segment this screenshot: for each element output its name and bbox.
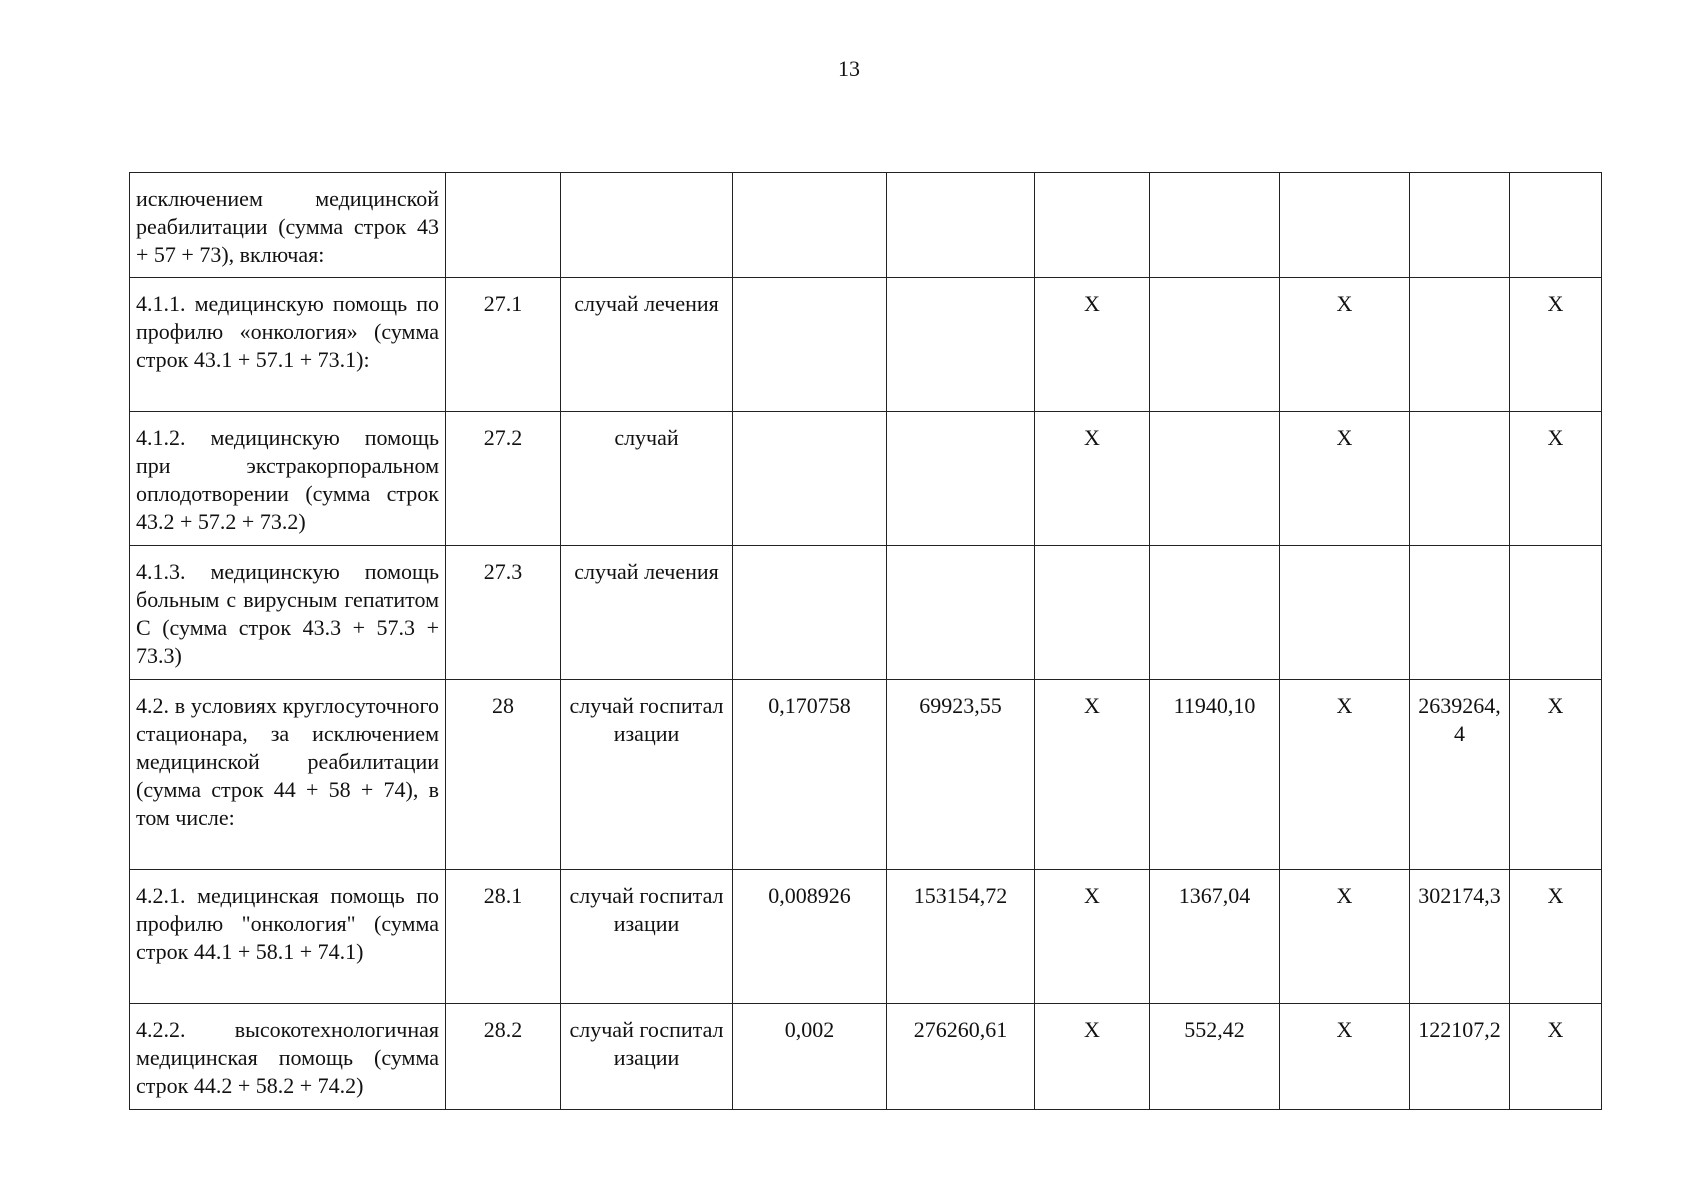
row-cell: Х <box>1035 278 1150 412</box>
row-cell: Х <box>1510 680 1602 870</box>
row-description: 4.1.3. медицинскую помощь больным с вирусным гепатитом С (сумма строк 43.3 + 57.3 + 73.3) <box>130 546 446 680</box>
row-cell <box>887 412 1035 546</box>
row-line-number: 27.1 <box>446 278 561 412</box>
row-cell <box>1035 173 1150 278</box>
row-cell <box>1035 546 1150 680</box>
row-cell: 276260,61 <box>887 1004 1035 1110</box>
row-cell: 1367,04 <box>1150 870 1280 1004</box>
row-cell <box>1410 412 1510 546</box>
row-cell: Х <box>1510 1004 1602 1110</box>
row-cell: Х <box>1280 870 1410 1004</box>
row-unit: случай госпитализации <box>561 680 733 870</box>
row-cell <box>733 278 887 412</box>
row-cell: Х <box>1510 278 1602 412</box>
row-cell: Х <box>1280 412 1410 546</box>
row-unit: случай лечения <box>561 546 733 680</box>
row-cell <box>1410 278 1510 412</box>
row-cell: 2639264,4 <box>1410 680 1510 870</box>
row-cell: 69923,55 <box>887 680 1035 870</box>
row-unit <box>561 173 733 278</box>
row-line-number: 28.2 <box>446 1004 561 1110</box>
data-table <box>129 172 1602 1110</box>
row-cell <box>887 173 1035 278</box>
row-cell <box>1280 546 1410 680</box>
row-description: 4.2. в условиях круглосуточного стационара, за исключением медицинской реабилитации (сумма строк 44 + 58 + 74), в том числе: <box>130 680 446 870</box>
table-row <box>130 173 1602 278</box>
row-cell <box>1510 173 1602 278</box>
row-cell: Х <box>1280 1004 1410 1110</box>
page-number: 13 <box>838 56 860 81</box>
row-line-number: 28.1 <box>446 870 561 1004</box>
row-cell: 552,42 <box>1150 1004 1280 1110</box>
row-description: 4.2.1. медицинская помощь по профилю "онкология" (сумма строк 44.1 + 58.1 + 74.1) <box>130 870 446 1004</box>
row-line-number: 27.2 <box>446 412 561 546</box>
row-cell <box>887 278 1035 412</box>
row-cell: Х <box>1510 870 1602 1004</box>
row-unit: случай <box>561 412 733 546</box>
row-cell: 0,170758 <box>733 680 887 870</box>
row-description: 4.1.1. медицинскую помощь по профилю «онкология» (сумма строк 43.1 + 57.1 + 73.1): <box>130 278 446 412</box>
row-cell <box>733 173 887 278</box>
row-line-number: 27.3 <box>446 546 561 680</box>
row-cell: 122107,2 <box>1410 1004 1510 1110</box>
row-unit: случай лечения <box>561 278 733 412</box>
row-cell: Х <box>1035 870 1150 1004</box>
row-cell: Х <box>1280 680 1410 870</box>
row-cell: Х <box>1035 1004 1150 1110</box>
row-cell: Х <box>1035 412 1150 546</box>
row-cell: Х <box>1035 680 1150 870</box>
row-cell: 0,002 <box>733 1004 887 1110</box>
table-row <box>130 412 1602 546</box>
row-description: 4.1.2. медицинскую помощь при экстракорпоральном оплодотворении (сумма строк 43.2 + 57.2 + 73.2) <box>130 412 446 546</box>
row-cell <box>1150 412 1280 546</box>
row-unit: случай госпитализации <box>561 1004 733 1110</box>
row-cell <box>1150 278 1280 412</box>
row-cell <box>1410 173 1510 278</box>
row-cell: 0,008926 <box>733 870 887 1004</box>
table-row <box>130 1004 1602 1110</box>
table-row <box>130 680 1602 870</box>
row-cell <box>1510 546 1602 680</box>
table-row <box>130 278 1602 412</box>
row-line-number: 28 <box>446 680 561 870</box>
row-cell: 11940,10 <box>1150 680 1280 870</box>
row-cell <box>733 412 887 546</box>
row-cell: 302174,3 <box>1410 870 1510 1004</box>
row-cell <box>887 546 1035 680</box>
row-cell <box>1410 546 1510 680</box>
row-cell: Х <box>1280 278 1410 412</box>
row-line-number <box>446 173 561 278</box>
row-cell <box>1150 546 1280 680</box>
row-cell: Х <box>1510 412 1602 546</box>
row-description: 4.2.2. высокотехнологичная медицинская помощь (сумма строк 44.2 + 58.2 + 74.2) <box>130 1004 446 1110</box>
row-description: исключением медицинской реабилитации (сумма строк 43 + 57 + 73), включая: <box>130 173 446 278</box>
row-cell <box>733 546 887 680</box>
row-unit: случай госпитализации <box>561 870 733 1004</box>
table-row <box>130 546 1602 680</box>
table-row <box>130 870 1602 1004</box>
row-cell <box>1280 173 1410 278</box>
row-cell: 153154,72 <box>887 870 1035 1004</box>
row-cell <box>1150 173 1280 278</box>
